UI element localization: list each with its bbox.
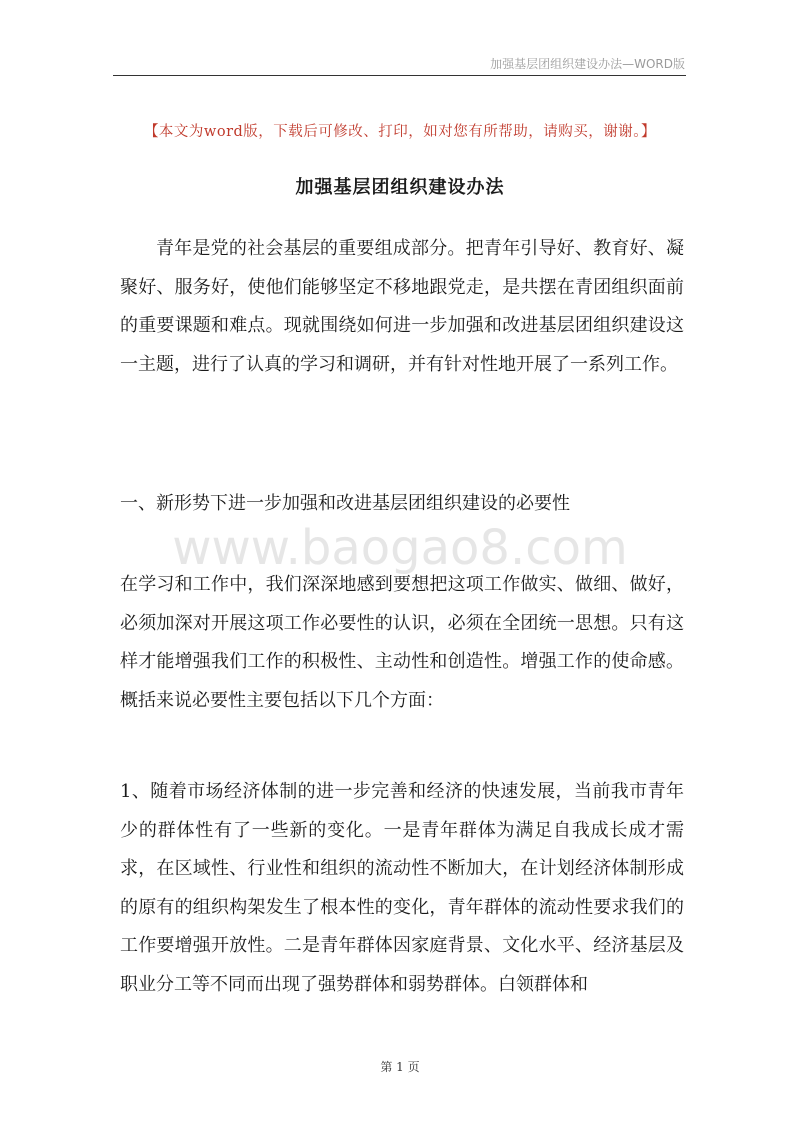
paragraph-point-1: 1、随着市场经济体制的进一步完善和经济的快速发展，当前我市青年少的群体性有了一些新的变化。一是青年群体为满足自我成长成才需求，在区域性、行业性和组织的流动性不断加大，在计划经济体制形成的原有的组织构架发生了根本性的变化，青年群体的流动性要求我们的工作要增强开放性。二是青年群体因家庭背景、文化水平、经济基层及职业分工等不同而出现了强势群体和弱势群体。白领群体和 bbox=[120, 781, 684, 995]
document-title: 加强基层团组织建设办法 bbox=[295, 177, 505, 198]
header-rule bbox=[113, 75, 686, 76]
section-heading: 一、新形势下进一步加强和改进基层团组织建设的必要性 bbox=[120, 493, 570, 514]
running-header: 加强基层团组织建设办法—WORD版 bbox=[490, 57, 685, 71]
watermark: www.baogao8.com bbox=[172, 520, 628, 576]
paragraph-necessity: 在学习和工作中，我们深深地感到要想把这项工作做实、做细、做好，必须加深对开展这项工作必要性的认识，必须在全团统一思想。只有这样才能增强我们工作的积极性、主动性和创造性。增强工作的使命感。概括来说必要性主要包括以下几个方面： bbox=[120, 574, 684, 711]
page-number: 第 1 页 bbox=[380, 1060, 420, 1074]
download-notice: 【本文为word版，下载后可修改、打印，如对您有所帮助，请购买，谢谢。】 bbox=[143, 124, 657, 140]
paragraph-intro: 青年是党的社会基层的重要组成部分。把青年引导好、教育好、凝聚好、服务好，使他们能够坚定不移地跟党走，是共摆在青团组织面前的重要课题和难点。现就围绕如何进一步加强和改进基层团组织建设这一主题，进行了认真的学习和调研，并有针对性地开展了一系列工作。 bbox=[120, 238, 684, 375]
